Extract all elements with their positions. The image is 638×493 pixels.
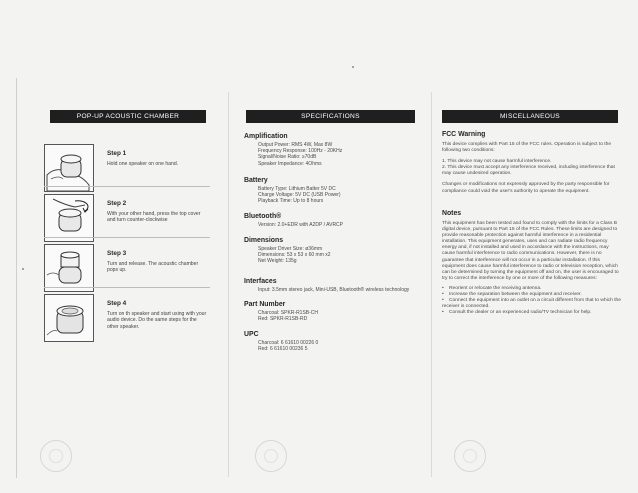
spec-line: Speaker Impedance: 4Ohms <box>258 160 322 167</box>
measure-item <box>442 298 622 310</box>
measure-text: Reorient or relocate the receiving antenna. <box>449 285 542 291</box>
step-divider <box>44 287 210 288</box>
spec-line: Input: 3.5mm stereo jack, Mini-USB, Bluetooth® wireless technology <box>258 287 410 293</box>
fcc-warning-section <box>442 131 622 195</box>
spec-line: Signal/Noise Ratio: ≥70dB <box>258 154 317 161</box>
brand-watermark-logo <box>454 440 486 472</box>
specifications-header: SPECIFICATIONS <box>246 110 415 123</box>
bullet-icon: • <box>442 292 444 298</box>
step-3 <box>44 244 210 292</box>
spec-section-title: Amplification <box>244 133 288 140</box>
spec-amplification <box>244 133 424 167</box>
spec-line: Output Power: RMS 4W, Max 8W <box>258 142 333 148</box>
spec-line: Dimensions: 53 x 53 x 60 mm x2 <box>258 252 331 259</box>
notes-section <box>442 210 622 316</box>
fcc-warning-title: FCC Warning <box>442 131 486 138</box>
step-4-text: Turn on th speaker and start using with your audio device. Do the same steps for the other speaker. <box>107 311 207 330</box>
fcc-condition: 1. This device may not cause harmful interference. <box>442 159 552 165</box>
spec-line: Frequency Response: 100Hz - 20KHz <box>258 148 343 155</box>
fcc-intro: This device complies with Part 15 of the FCC rules. Operation is subject to the following two conditions: <box>442 142 612 154</box>
step-1 <box>44 144 210 192</box>
step-3-text: Turn and release. The acoustic chamber pops up. <box>107 261 199 274</box>
spec-interfaces <box>244 278 424 293</box>
measure-text: Connect the equipment into an outlet on a circuit different from that to which the receiver is connected. <box>442 298 621 310</box>
brand-watermark-logo <box>255 440 287 472</box>
bullet-icon: • <box>442 285 444 291</box>
step-3-illustration <box>44 244 94 292</box>
step-divider <box>44 186 210 187</box>
spec-section-title: Bluetooth® <box>244 213 282 220</box>
spec-line: Red: SPKR-R1SB-RD <box>258 316 308 323</box>
bullet-icon: • <box>442 310 444 316</box>
spec-section-title: Battery <box>244 177 268 184</box>
spec-line: Charcoal: 6 61610 00226 0 <box>258 340 319 346</box>
bullet-icon: • <box>442 298 444 304</box>
step-1-text: Hold one speaker on one hand. <box>107 161 179 167</box>
spec-line: Charge Voltage: 5V DC (USB Power) <box>258 192 341 199</box>
spec-upc <box>244 331 424 352</box>
step-3-title: Step 3 <box>107 250 127 257</box>
panel-fold-1 <box>228 92 229 477</box>
miscellaneous-header: MISCELLANEOUS <box>442 110 618 123</box>
spec-part-number <box>244 301 424 322</box>
spec-bluetooth <box>244 213 424 228</box>
notes-text: This equipment has been tested and found to comply with the limits for a Class B digital device, pursuant to Part 15 of the FCC Rules. These limits are designed to provide reasonable protection against harmful interference in a residential installation. This equipment generates, uses and can radiate radio frequency energy and, if not installed and used in accordance with the instructions, may cause harmful interference to radio communications. However, there is no guarantee that interference will not occur in a particular installation. If this equipment does cause harmful interference to radio or television reception, which can be determined by turning the equipment off and on, the user is encouraged to try to correct the interference by one or more of the following measures: <box>442 221 619 281</box>
step-1-title: Step 1 <box>107 150 127 157</box>
step-4-illustration <box>44 294 94 342</box>
page-left-edge <box>16 78 17 478</box>
step-2-illustration <box>44 194 94 242</box>
scan-speck <box>352 66 354 68</box>
measure-text: Increase the separation between the equipment and receiver. <box>449 292 582 298</box>
step-4 <box>44 294 210 342</box>
spec-line: Red: 6 61610 00236 5 <box>258 346 308 353</box>
spec-section-title: UPC <box>244 331 259 338</box>
spec-section-title: Dimensions <box>244 237 284 244</box>
scan-speck <box>22 268 24 270</box>
step-divider <box>44 237 210 238</box>
spec-line: Playback Time: Up to 8 hours <box>258 198 324 205</box>
step-2-title: Step 2 <box>107 200 127 207</box>
spec-line: Charcoal: SPKR-R1SB-CH <box>258 310 319 316</box>
spec-dimensions <box>244 237 424 265</box>
panel-fold-2 <box>431 92 432 477</box>
spec-line: Net Weight: 135g <box>258 258 297 265</box>
step-2 <box>44 194 210 242</box>
brand-watermark-logo <box>40 440 72 472</box>
step-2-text: With your other hand, press the top cover and turn counter-clockwise <box>107 211 201 224</box>
measure-text: Consult the dealer or an experienced radio/TV technician for help. <box>449 310 592 316</box>
step-1-illustration <box>44 144 94 192</box>
spec-line: Battery Type: Lithium Batter 5V DC <box>258 186 336 192</box>
spec-line: Speaker Driver Size: ø36mm <box>258 246 323 252</box>
fcc-condition: 2. This device must accept any interference received, including interference that may cause undesired operation. <box>442 165 615 177</box>
spec-section-title: Part Number <box>244 301 286 308</box>
spec-line: Version: 2.0+EDR with A2DP / AVRCP <box>258 222 343 228</box>
spec-section-title: Interfaces <box>244 278 277 285</box>
fcc-changes: Changes or modifications not expressly approved by the party responsible for compliance could void the user's authority to operate the equipment. <box>442 182 610 194</box>
step-4-title: Step 4 <box>107 300 127 307</box>
notes-title: Notes <box>442 210 462 217</box>
spec-battery <box>244 177 424 205</box>
measure-item <box>442 310 622 316</box>
pop-up-acoustic-chamber-header: POP-UP ACOUSTIC CHAMBER <box>50 110 206 123</box>
